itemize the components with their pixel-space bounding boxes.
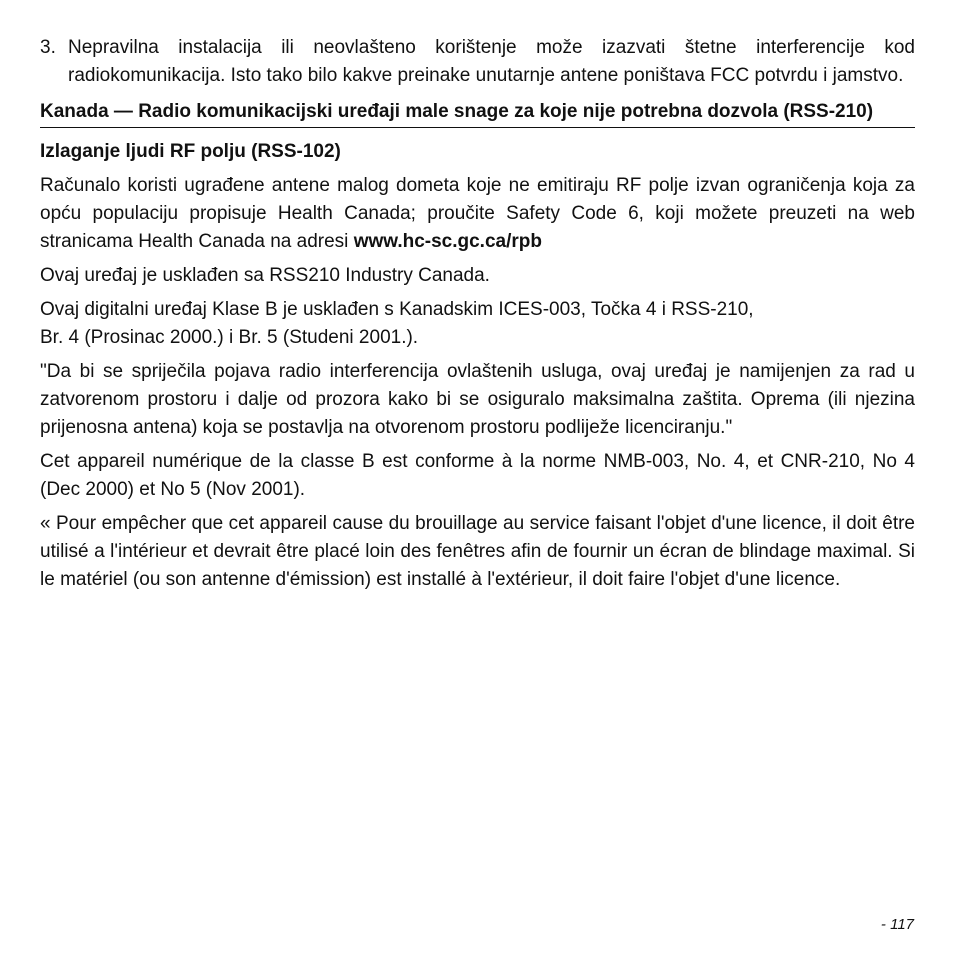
paragraph-brouillage-fr: « Pour empêcher que cet appareil cause du brouillage au service faisant l'objet d'une licence, il doit être utilisé a l'intérieur et devrait être placé loin des fenêtres afin de fournir un écran de blindage maximal. Si le matériel (ou son antenne d'émission) est installé à l'extérieur, il doit faire l'objet d'une licence. <box>40 513 915 590</box>
paragraph-classe-b-fr: Cet appareil numérique de la classe B est conforme à la norme NMB-003, No. 4, et CNR-210, No 4 (Dec 2000) et No 5 (Nov 2001). <box>40 451 915 500</box>
page-number: - 117 <box>880 916 914 933</box>
paragraph-rss210: Ovaj uređaj je usklađen sa RSS210 Industry Canada. <box>40 265 490 286</box>
paragraph-ices003 <box>40 296 915 352</box>
section-heading: Kanada — Radio komunikacijski uređaji male snage za koje nije potrebna dozvola (RSS-210) <box>40 98 915 128</box>
list-item-3 <box>40 34 915 90</box>
health-canada-url: www.hc-sc.gc.ca/rpb <box>353 231 542 252</box>
subheading: Izlaganje ljudi RF polju (RSS-102) <box>40 141 341 162</box>
paragraph-line: Br. 4 (Prosinac 2000.) i Br. 5 (Studeni 2001.). <box>40 327 419 348</box>
paragraph-text: Računalo koristi ugrađene antene malog dometa koje ne emitiraju RF polje izvan ograničenja koja za opću populaciju propisuje Health Canada; proučite Safety Code 6, koji možete preuzeti na web stranicama Health Canada na adresi <box>40 175 915 252</box>
paragraph-interference-hr: "Da bi se spriječila pojava radio interferencija ovlaštenih usluga, ovaj uređaj je namijenjen za rad u zatvorenom prostoru i dalje od prozora kako bi se osiguralo maksimalna zaštita. Oprema (ili njezina prijenosna antena) koja se postavlja na otvorenom prostoru podliježe licenciranju." <box>40 361 915 438</box>
list-item-text: Nepravilna instalacija ili neovlašteno korištenje može izazvati štetne interferencije kod radiokomunikacija. Isto tako bilo kakve preinake unutarnje antene poništava FCC potvrdu i jamstvo. <box>68 37 915 86</box>
document-body <box>40 34 915 594</box>
list-number: 3. <box>40 37 56 58</box>
paragraph-rf-exposure <box>40 172 915 256</box>
paragraph-line: Ovaj digitalni uređaj Klase B je usklađen s Kanadskim ICES-003, Točka 4 i RSS-210, <box>40 299 754 320</box>
